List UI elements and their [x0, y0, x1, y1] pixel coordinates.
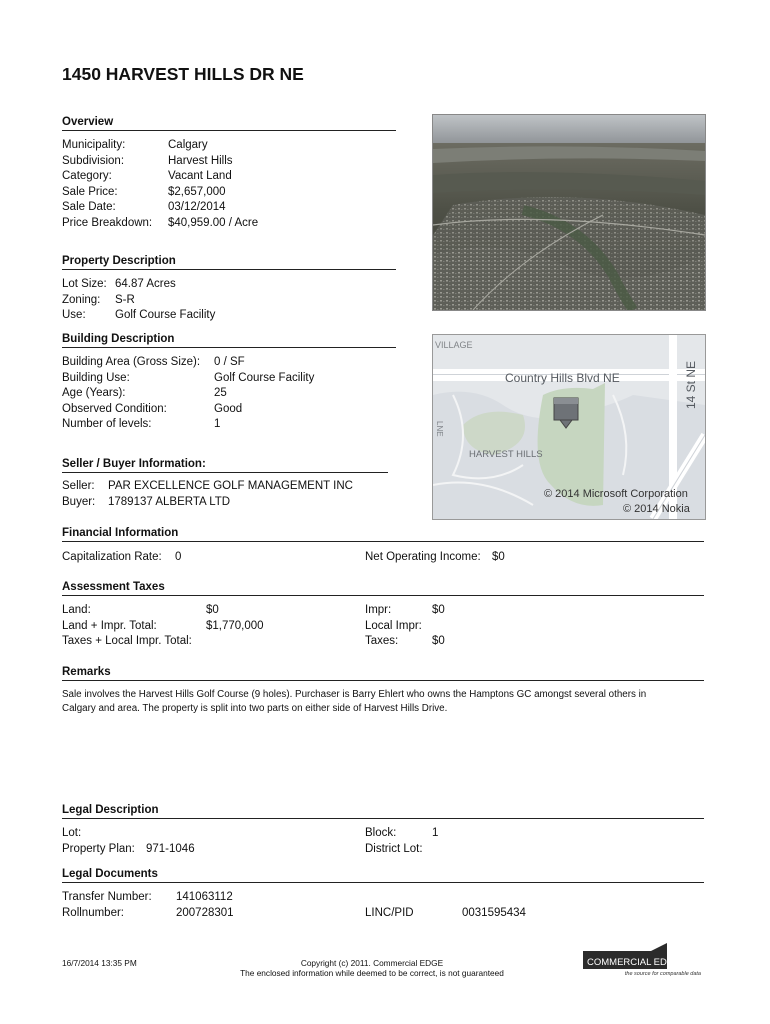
- overview-heading: Overview: [62, 116, 114, 128]
- label-sale-date: Sale Date:: [62, 201, 116, 214]
- value-rollnumber: 200728301: [176, 907, 234, 919]
- assessment-left-values: [206, 603, 264, 650]
- label-noi: Net Operating Income:: [365, 551, 481, 563]
- map-label-road: Country Hills Blvd NE: [505, 371, 620, 385]
- logo-tagline: the source for comparable data: [624, 971, 701, 977]
- page-title: 1450 HARVEST HILLS DR NE: [62, 64, 304, 84]
- property-heading: Property Description: [62, 255, 176, 267]
- value-linc-pid: 0031595434: [462, 907, 526, 919]
- seller-buyer-values: [108, 479, 353, 510]
- value-price-breakdown: $40,959.00 / Acre: [168, 216, 259, 229]
- label-land: Land:: [62, 604, 91, 616]
- legal-rule: [62, 818, 704, 819]
- value-lot-size: 64.87 Acres: [115, 278, 176, 290]
- overview-values: [168, 138, 258, 232]
- map-copyright-microsoft: © 2014 Microsoft Corporation: [544, 488, 688, 500]
- map-copyright-nokia: © 2014 Nokia: [623, 503, 690, 515]
- label-linc-pid: LINC/PID: [365, 907, 414, 919]
- footer-date: 16/7/2014 13:35 PM: [62, 958, 137, 968]
- label-seller: Seller:: [62, 480, 95, 492]
- value-building-use: Golf Course Facility: [214, 371, 315, 384]
- value-block: 1: [432, 827, 439, 839]
- value-sale-price: $2,657,000: [168, 185, 226, 198]
- building-rule: [62, 347, 396, 348]
- value-levels: 1: [214, 418, 221, 431]
- value-age: 25: [214, 387, 227, 400]
- label-use: Use:: [62, 309, 86, 322]
- property-values: [115, 277, 215, 324]
- label-municipality: Municipality:: [62, 139, 126, 151]
- assessment-left-labels: [62, 603, 192, 650]
- value-seller: PAR EXCELLENCE GOLF MANAGEMENT INC: [108, 480, 353, 492]
- footer-disclaimer: The enclosed information while deemed to be correct, is not guaranteed: [240, 968, 504, 978]
- label-building-use: Building Use:: [62, 371, 130, 384]
- value-taxes: $0: [432, 635, 445, 648]
- label-category: Category:: [62, 170, 112, 183]
- label-zoning: Zoning:: [62, 293, 101, 306]
- label-condition: Observed Condition:: [62, 402, 167, 415]
- value-noi: $0: [492, 551, 505, 563]
- value-impr: $0: [432, 604, 445, 616]
- value-category: Vacant Land: [168, 170, 232, 183]
- assessment-heading: Assessment Taxes: [62, 581, 165, 593]
- assessment-right-labels: [365, 603, 422, 650]
- value-zoning: S-R: [115, 293, 135, 306]
- label-taxes: Taxes:: [365, 635, 399, 648]
- value-taxes-local-total: [206, 634, 264, 650]
- location-map[interactable]: [432, 334, 706, 520]
- value-municipality: Calgary: [168, 139, 208, 151]
- logo-text: COMMERCIAL EDGE: [587, 957, 681, 968]
- label-local-impr: Local Impr:: [365, 619, 422, 632]
- map-label-village: VILLAGE: [435, 340, 473, 350]
- label-block: Block:: [365, 827, 397, 839]
- remarks-text: [62, 688, 646, 716]
- label-lot-size: Lot Size:: [62, 278, 107, 290]
- value-buyer: 1789137 ALBERTA LTD: [108, 495, 231, 508]
- assessment-rule: [62, 595, 704, 596]
- footer-copyright: Copyright (c) 2011. Commercial EDGE: [300, 958, 444, 968]
- financial-heading: Financial Information: [62, 527, 179, 539]
- map-label-area: HARVEST HILLS: [469, 449, 543, 460]
- label-land-impr-total: Land + Impr. Total:: [62, 619, 157, 632]
- remarks-rule: [62, 680, 704, 681]
- value-use: Golf Course Facility: [115, 309, 216, 322]
- label-transfer-number: Transfer Number:: [62, 891, 152, 903]
- label-sale-price: Sale Price:: [62, 185, 118, 198]
- remarks-heading: Remarks: [62, 666, 111, 678]
- assessment-right-values: [432, 603, 445, 650]
- label-cap-rate: Capitalization Rate:: [62, 551, 162, 563]
- label-building-area: Building Area (Gross Size):: [62, 356, 201, 368]
- label-taxes-local-total: Taxes + Local Impr. Total:: [62, 635, 192, 648]
- label-lot: Lot:: [62, 827, 82, 839]
- financial-rule: [62, 541, 704, 542]
- value-local-impr: [432, 619, 445, 635]
- map-label-street: 14 St NE: [684, 360, 698, 409]
- map-label-side: LNE: [435, 421, 444, 437]
- building-labels: [62, 355, 200, 433]
- documents-heading: Legal Documents: [62, 868, 158, 880]
- seller-buyer-heading: Seller / Buyer Information:: [62, 458, 206, 470]
- property-labels: [62, 277, 107, 324]
- legal-heading: Legal Description: [62, 804, 159, 816]
- label-age: Age (Years):: [62, 387, 126, 400]
- label-buyer: Buyer:: [62, 495, 96, 508]
- value-sale-date: 03/12/2014: [168, 201, 226, 214]
- label-property-plan: Property Plan:: [62, 843, 135, 855]
- value-building-area: 0 / SF: [214, 356, 245, 368]
- label-impr: Impr:: [365, 604, 392, 616]
- label-levels: Number of levels:: [62, 418, 152, 431]
- building-values: [214, 355, 314, 433]
- seller-buyer-labels: [62, 479, 95, 510]
- commercial-edge-logo: [583, 943, 703, 977]
- documents-rule: [62, 882, 704, 883]
- remarks-line-2: Calgary and area. The property is split into two parts on either side of Harvest Hills Drive.: [62, 703, 448, 714]
- aerial-photo: [432, 114, 706, 311]
- overview-labels: [62, 138, 152, 232]
- overview-rule: [62, 130, 396, 131]
- remarks-line-1: Sale involves the Harvest Hills Golf Course (9 holes). Purchaser is Barry Ehlert who owns the Hamptons GC amongst several others in: [62, 689, 647, 700]
- value-land-impr-total: $1,770,000: [206, 619, 264, 632]
- value-condition: Good: [214, 402, 243, 415]
- value-property-plan: 971-1046: [146, 843, 195, 855]
- value-land: $0: [206, 604, 219, 616]
- value-subdivision: Harvest Hills: [168, 154, 233, 167]
- value-cap-rate: 0: [175, 551, 182, 563]
- footer-center: [200, 958, 544, 978]
- value-transfer-number: 141063112: [176, 891, 233, 903]
- label-rollnumber: Rollnumber:: [62, 907, 124, 919]
- property-rule: [62, 269, 396, 270]
- seller-buyer-rule: [62, 472, 388, 473]
- label-district-lot: District Lot:: [365, 843, 423, 855]
- building-heading: Building Description: [62, 333, 175, 345]
- label-subdivision: Subdivision:: [62, 154, 125, 167]
- label-price-breakdown: Price Breakdown:: [62, 216, 153, 229]
